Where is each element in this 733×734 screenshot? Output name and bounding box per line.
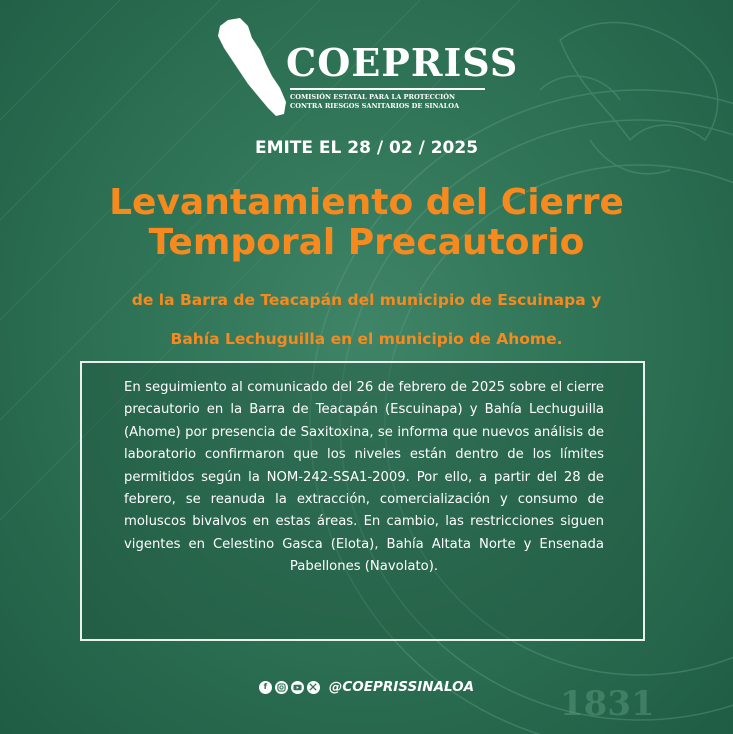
subheadline-line1: de la Barra de Teacapán del municipio de Escuinapa y (131, 291, 602, 309)
info-box (80, 361, 645, 641)
logo-subtitle-line1: COMISIÓN ESTATAL PARA LA PROTECCIÓN (290, 93, 455, 101)
logo-subtitle-line2: CONTRA RIESGOS SANITARIOS DE SINALOA (290, 101, 460, 110)
logo-divider (290, 88, 485, 90)
facebook-icon[interactable]: f (259, 681, 272, 694)
info-paragraph: En seguimiento al comunicado del 26 de febrero de 2025 sobre el cierre precautorio en la Barra de Teacapán (Escuinapa) y Bahía Lechuguilla (Ahome) por presencia de Saxitoxina, se informa que nuevos análisis de laboratorio confirmaron que los niveles están dentro de los límites permitidos según la NOM-242-SSA1-2009. Por ello, a partir del 28 de febrero, se reanuda la extracción, comercialización y consumo de moluscos bivalvos en estas áreas. En cambio, las restricciones siguen vigentes en Celestino Gasca (Elota), Bahía Altata Norte y Ensenada Pabellones (Navolato). (124, 380, 604, 575)
subheadline-line2: Bahía Lechuguilla en el municipio de Ahome. (170, 330, 563, 348)
youtube-icon[interactable] (291, 681, 304, 694)
logo-subtitle (290, 93, 490, 111)
subheadline (20, 281, 713, 359)
coepriss-logo (214, 18, 519, 118)
headline-line2: Temporal Precautorio (148, 221, 585, 263)
headline (20, 183, 713, 262)
logo-title: COEPRISS (286, 40, 519, 85)
issue-date: EMITE EL 28 / 02 / 2025 (254, 138, 479, 158)
x-icon[interactable] (307, 681, 320, 694)
social-footer (0, 674, 733, 694)
social-handle[interactable]: @COEPRISSINALOA (328, 679, 475, 695)
headline-line1: Levantamiento del Cierre (109, 182, 624, 223)
sinaloa-map-icon (214, 18, 288, 118)
seal-year-text: 1831 (560, 684, 655, 724)
instagram-icon[interactable] (275, 681, 288, 694)
